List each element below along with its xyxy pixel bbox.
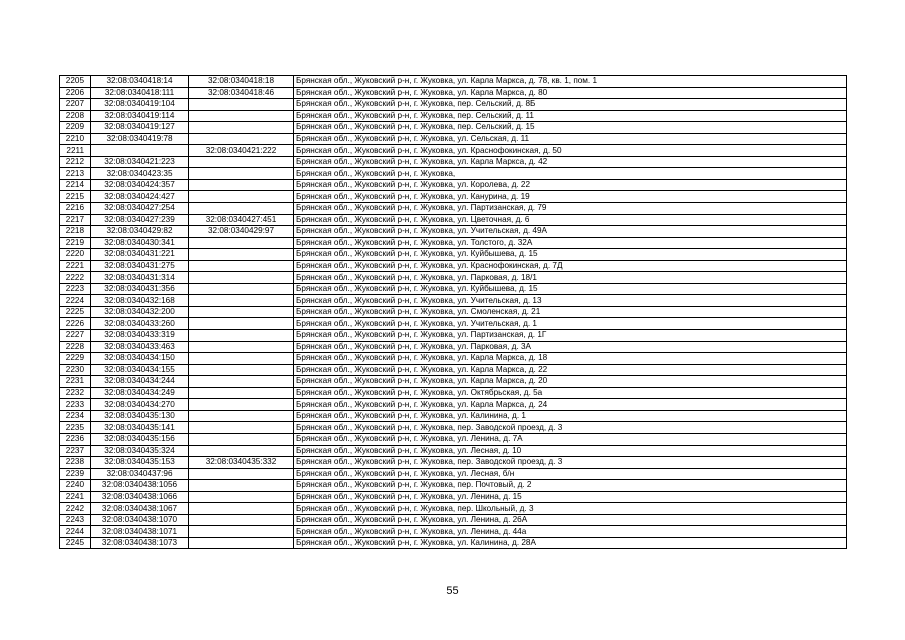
row-number-cell: 2233 [60,399,91,411]
address-cell: Брянская обл., Жуковский р-н, г. Жуковка, ул. Ленина, д. 44а [294,526,847,538]
building-number-cell [189,387,294,399]
address-cell: Брянская обл., Жуковский р-н, г. Жуковка, ул. Учительская, д. 49А [294,226,847,238]
building-number-cell [189,514,294,526]
table-row [60,537,847,549]
table-row [60,283,847,295]
building-number-cell [189,168,294,180]
table-row [60,318,847,330]
row-number-cell: 2210 [60,133,91,145]
table-row [60,156,847,168]
building-number-cell: 32:08:0340427:451 [189,214,294,226]
parcel-number-cell: 32:08:0340421:223 [91,156,189,168]
parcel-number-cell: 32:08:0340419:78 [91,133,189,145]
table-row [60,514,847,526]
parcel-number-cell: 32:08:0340432:200 [91,306,189,318]
row-number-cell: 2225 [60,306,91,318]
table-row [60,214,847,226]
building-number-cell [189,353,294,365]
row-number-cell: 2213 [60,168,91,180]
address-cell: Брянская обл., Жуковский р-н, г. Жуковка, ул. Учительская, д. 1 [294,318,847,330]
address-cell: Брянская обл., Жуковский р-н, г. Жуковка, ул. Куйбышева, д. 15 [294,249,847,261]
table-row [60,364,847,376]
address-cell: Брянская обл., Жуковский р-н, г. Жуковка, пер. Заводской проезд, д. 3 [294,422,847,434]
building-number-cell [189,179,294,191]
row-number-cell: 2206 [60,87,91,99]
register-table-body [60,76,847,549]
row-number-cell: 2243 [60,514,91,526]
table-row [60,110,847,122]
row-number-cell: 2230 [60,364,91,376]
parcel-number-cell: 32:08:0340434:244 [91,376,189,388]
address-cell: Брянская обл., Жуковский р-н, г. Жуковка, ул. Ленина, д. 26А [294,514,847,526]
parcel-number-cell: 32:08:0340433:463 [91,341,189,353]
address-cell: Брянская обл., Жуковский р-н, г. Жуковка, ул. Карла Маркса, д. 80 [294,87,847,99]
building-number-cell [189,283,294,295]
address-cell: Брянская обл., Жуковский р-н, г. Жуковка, ул. Куйбышева, д. 15 [294,283,847,295]
parcel-number-cell: 32:08:0340434:150 [91,353,189,365]
building-number-cell: 32:08:0340435:332 [189,457,294,469]
building-number-cell [189,503,294,515]
building-number-cell: 32:08:0340418:18 [189,76,294,88]
address-cell: Брянская обл., Жуковский р-н, г. Жуковка, ул. Королева, д. 22 [294,179,847,191]
row-number-cell: 2217 [60,214,91,226]
parcel-number-cell: 32:08:0340438:1067 [91,503,189,515]
building-number-cell [189,99,294,111]
table-row [60,353,847,365]
address-cell: Брянская обл., Жуковский р-н, г. Жуковка, пер. Сельский, д. 15 [294,122,847,134]
table-row [60,491,847,503]
address-cell: Брянская обл., Жуковский р-н, г. Жуковка, ул. Канурина, д. 19 [294,191,847,203]
parcel-number-cell: 32:08:0340437:96 [91,468,189,480]
building-number-cell [189,480,294,492]
table-row [60,249,847,261]
address-cell: Брянская обл., Жуковский р-н, г. Жуковка, ул. Краснофокинская, д. 7Д [294,260,847,272]
table-row [60,422,847,434]
parcel-number-cell: 32:08:0340434:270 [91,399,189,411]
building-number-cell [189,491,294,503]
parcel-number-cell: 32:08:0340418:111 [91,87,189,99]
table-row [60,179,847,191]
row-number-cell: 2221 [60,260,91,272]
building-number-cell [189,410,294,422]
row-number-cell: 2215 [60,191,91,203]
parcel-number-cell: 32:08:0340431:356 [91,283,189,295]
address-cell: Брянская обл., Жуковский р-н, г. Жуковка, ул. Лесная, д. 10 [294,445,847,457]
parcel-number-cell: 32:08:0340434:155 [91,364,189,376]
building-number-cell [189,191,294,203]
table-row [60,99,847,111]
address-cell: Брянская обл., Жуковский р-н, г. Жуковка, ул. Ленина, д. 15 [294,491,847,503]
parcel-number-cell: 32:08:0340419:127 [91,122,189,134]
address-cell: Брянская обл., Жуковский р-н, г. Жуковка, пер. Сельский, д. 8Б [294,99,847,111]
parcel-number-cell: 32:08:0340438:1056 [91,480,189,492]
parcel-number-cell: 32:08:0340433:319 [91,330,189,342]
address-cell: Брянская обл., Жуковский р-н, г. Жуковка, ул. Карла Маркса, д. 22 [294,364,847,376]
parcel-number-cell: 32:08:0340424:427 [91,191,189,203]
building-number-cell [189,260,294,272]
address-cell: Брянская обл., Жуковский р-н, г. Жуковка, ул. Партизанская, д. 79 [294,203,847,215]
building-number-cell [189,526,294,538]
building-number-cell [189,364,294,376]
building-number-cell [189,376,294,388]
row-number-cell: 2226 [60,318,91,330]
building-number-cell: 32:08:0340421:222 [189,145,294,157]
row-number-cell: 2212 [60,156,91,168]
parcel-number-cell: 32:08:0340438:1070 [91,514,189,526]
table-row [60,457,847,469]
parcel-number-cell: 32:08:0340431:275 [91,260,189,272]
parcel-number-cell: 32:08:0340431:314 [91,272,189,284]
row-number-cell: 2244 [60,526,91,538]
page-number: 55 [446,585,459,597]
row-number-cell: 2223 [60,283,91,295]
row-number-cell: 2228 [60,341,91,353]
row-number-cell: 2222 [60,272,91,284]
row-number-cell: 2240 [60,480,91,492]
parcel-number-cell: 32:08:0340435:130 [91,410,189,422]
table-row [60,387,847,399]
table-row [60,410,847,422]
parcel-number-cell: 32:08:0340418:14 [91,76,189,88]
address-cell: Брянская обл., Жуковский р-н, г. Жуковка, ул. Карла Маркса, д. 42 [294,156,847,168]
address-cell: Брянская обл., Жуковский р-н, г. Жуковка, ул. Краснофокинская, д. 50 [294,145,847,157]
address-cell: Брянская обл., Жуковский р-н, г. Жуковка, ул. Карла Маркса, д. 20 [294,376,847,388]
row-number-cell: 2245 [60,537,91,549]
table-row [60,122,847,134]
row-number-cell: 2242 [60,503,91,515]
row-number-cell: 2234 [60,410,91,422]
row-number-cell: 2220 [60,249,91,261]
parcel-number-cell: 32:08:0340438:1073 [91,537,189,549]
parcel-number-cell: 32:08:0340419:104 [91,99,189,111]
table-row [60,295,847,307]
table-row [60,433,847,445]
row-number-cell: 2231 [60,376,91,388]
table-row [60,330,847,342]
building-number-cell [189,156,294,168]
building-number-cell [189,295,294,307]
address-cell: Брянская обл., Жуковский р-н, г. Жуковка, [294,168,847,180]
parcel-number-cell: 32:08:0340419:114 [91,110,189,122]
address-cell: Брянская обл., Жуковский р-н, г. Жуковка, ул. Парковая, д. 3А [294,341,847,353]
table-row [60,399,847,411]
address-cell: Брянская обл., Жуковский р-н, г. Жуковка, ул. Лесная, б/н [294,468,847,480]
address-cell: Брянская обл., Жуковский р-н, г. Жуковка, ул. Октябрьская, д. 5а [294,387,847,399]
building-number-cell [189,330,294,342]
row-number-cell: 2207 [60,99,91,111]
row-number-cell: 2205 [60,76,91,88]
row-number-cell: 2214 [60,179,91,191]
table-row [60,260,847,272]
parcel-number-cell: 32:08:0340438:1066 [91,491,189,503]
parcel-number-cell: 32:08:0340424:357 [91,179,189,191]
address-cell: Брянская обл., Жуковский р-н, г. Жуковка, ул. Партизанская, д. 1Г [294,330,847,342]
register-table [59,75,847,549]
table-row [60,168,847,180]
row-number-cell: 2229 [60,353,91,365]
building-number-cell [189,422,294,434]
address-cell: Брянская обл., Жуковский р-н, г. Жуковка, пер. Школьный, д. 3 [294,503,847,515]
row-number-cell: 2208 [60,110,91,122]
building-number-cell [189,110,294,122]
parcel-number-cell: 32:08:0340434:249 [91,387,189,399]
address-cell: Брянская обл., Жуковский р-н, г. Жуковка, ул. Цветочная, д. 6 [294,214,847,226]
building-number-cell [189,306,294,318]
table-row [60,226,847,238]
row-number-cell: 2238 [60,457,91,469]
row-number-cell: 2236 [60,433,91,445]
table-row [60,133,847,145]
table-row [60,503,847,515]
row-number-cell: 2219 [60,237,91,249]
parcel-number-cell: 32:08:0340435:141 [91,422,189,434]
table-row [60,145,847,157]
row-number-cell: 2227 [60,330,91,342]
row-number-cell: 2232 [60,387,91,399]
row-number-cell: 2218 [60,226,91,238]
address-cell: Брянская обл., Жуковский р-н, г. Жуковка, ул. Карла Маркса, д. 78, кв. 1, пом. 1 [294,76,847,88]
building-number-cell [189,399,294,411]
parcel-number-cell: 32:08:0340431:221 [91,249,189,261]
building-number-cell [189,133,294,145]
table-row [60,76,847,88]
parcel-number-cell: 32:08:0340427:239 [91,214,189,226]
table-row [60,376,847,388]
parcel-number-cell: 32:08:0340430:341 [91,237,189,249]
parcel-number-cell [91,145,189,157]
parcel-number-cell: 32:08:0340423:35 [91,168,189,180]
address-cell: Брянская обл., Жуковский р-н, г. Жуковка, пер. Сельский, д. 11 [294,110,847,122]
parcel-number-cell: 32:08:0340435:153 [91,457,189,469]
table-row [60,191,847,203]
building-number-cell [189,237,294,249]
row-number-cell: 2235 [60,422,91,434]
row-number-cell: 2216 [60,203,91,215]
row-number-cell: 2241 [60,491,91,503]
row-number-cell: 2224 [60,295,91,307]
parcel-number-cell: 32:08:0340435:324 [91,445,189,457]
building-number-cell [189,468,294,480]
building-number-cell [189,122,294,134]
address-cell: Брянская обл., Жуковский р-н, г. Жуковка, пер. Почтовый, д. 2 [294,480,847,492]
table-row [60,203,847,215]
building-number-cell [189,272,294,284]
address-cell: Брянская обл., Жуковский р-н, г. Жуковка, ул. Карла Маркса, д. 18 [294,353,847,365]
address-cell: Брянская обл., Жуковский р-н, г. Жуковка, ул. Ленина, д. 7А [294,433,847,445]
address-cell: Брянская обл., Жуковский р-н, г. Жуковка, ул. Калинина, д. 28А [294,537,847,549]
row-number-cell: 2211 [60,145,91,157]
parcel-number-cell: 32:08:0340432:168 [91,295,189,307]
parcel-number-cell: 32:08:0340429:82 [91,226,189,238]
table-row [60,480,847,492]
table-row [60,87,847,99]
building-number-cell [189,537,294,549]
address-cell: Брянская обл., Жуковский р-н, г. Жуковка, ул. Парковая, д. 18/1 [294,272,847,284]
address-cell: Брянская обл., Жуковский р-н, г. Жуковка, пер. Заводской проезд, д. 3 [294,457,847,469]
address-cell: Брянская обл., Жуковский р-н, г. Жуковка, ул. Учительская, д. 13 [294,295,847,307]
address-cell: Брянская обл., Жуковский р-н, г. Жуковка, ул. Калинина, д. 1 [294,410,847,422]
parcel-number-cell: 32:08:0340433:260 [91,318,189,330]
building-number-cell [189,341,294,353]
parcel-number-cell: 32:08:0340427:254 [91,203,189,215]
table-row [60,445,847,457]
building-number-cell [189,318,294,330]
building-number-cell [189,249,294,261]
parcel-number-cell: 32:08:0340435:156 [91,433,189,445]
table-row [60,468,847,480]
building-number-cell: 32:08:0340418:46 [189,87,294,99]
table-row [60,237,847,249]
building-number-cell [189,433,294,445]
building-number-cell: 32:08:0340429:97 [189,226,294,238]
row-number-cell: 2209 [60,122,91,134]
address-cell: Брянская обл., Жуковский р-н, г. Жуковка, ул. Толстого, д. 32А [294,237,847,249]
table-row [60,526,847,538]
parcel-number-cell: 32:08:0340438:1071 [91,526,189,538]
row-number-cell: 2237 [60,445,91,457]
address-cell: Брянская обл., Жуковский р-н, г. Жуковка, ул. Сельская, д. 11 [294,133,847,145]
building-number-cell [189,445,294,457]
table-row [60,306,847,318]
building-number-cell [189,203,294,215]
row-number-cell: 2239 [60,468,91,480]
table-row [60,272,847,284]
table-row [60,341,847,353]
address-cell: Брянская обл., Жуковский р-н, г. Жуковка, ул. Смоленская, д. 21 [294,306,847,318]
address-cell: Брянская обл., Жуковский р-н, г. Жуковка, ул. Карла Маркса, д. 24 [294,399,847,411]
